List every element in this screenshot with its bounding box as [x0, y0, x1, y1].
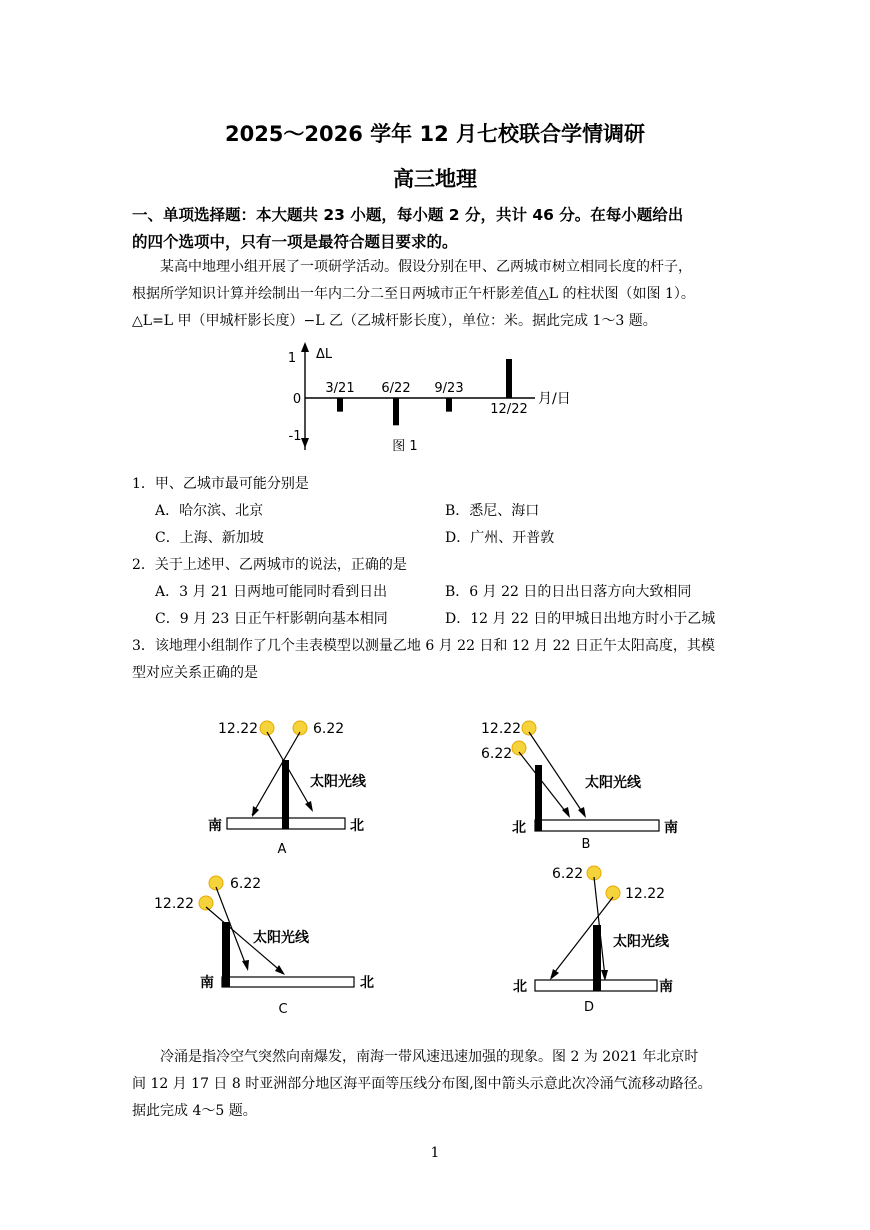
ray-arrow-icon: [578, 807, 586, 818]
model-b-ray-label: 太阳光线: [585, 775, 641, 791]
model-b-ray-6-22: [519, 752, 569, 816]
model-a-sun-left-label: 12.22: [218, 721, 259, 737]
section-heading-line1: 一、单项选择题：本大题共 23 小题，每小题 2 分，共计 46 分。在每小题给出: [132, 206, 684, 224]
model-c-ground-plate: [222, 977, 354, 987]
passage2-line2: 间 12 月 17 日 8 时亚洲部分地区海平面等压线分布图,图中箭头示意此次冷涌气流移动路径。: [132, 1076, 712, 1092]
model-d-letter: D: [583, 1000, 595, 1015]
model-a-left-direction: 南: [208, 818, 222, 834]
category-label: 12/22: [490, 402, 528, 417]
q2-option-b: B．6 月 22 日的日出日落方向大致相同: [445, 584, 692, 600]
q2-option-a: A．3 月 21 日两地可能同时看到日出: [155, 584, 388, 600]
model-a-letter: A: [277, 842, 287, 857]
model-b-sun-bottom-label: 6.22: [481, 746, 513, 762]
question-2-stem: 2．关于上述甲、乙两城市的说法，正确的是: [132, 557, 407, 573]
y-axis-label: ΔL: [316, 347, 333, 362]
ray-arrow-icon: [275, 965, 285, 975]
model-c-sun-bottom-label: 12.22: [154, 896, 195, 912]
model-b-left-direction: 北: [512, 820, 526, 836]
category-label: 6/22: [381, 381, 411, 396]
sun-icon: [199, 896, 213, 910]
tick-label-neg1: -1: [288, 429, 302, 444]
intro-line-1: 某高中地理小组开展了一项研学活动。假设分别在甲、乙两城市树立相同长度的杆子，: [160, 259, 692, 275]
bar-9-23: [446, 398, 452, 412]
model-b-sun-top-label: 12.22: [481, 721, 522, 737]
model-b-right-direction: 南: [664, 820, 678, 836]
passage2-line1: 冷涌是指冷空气突然向南爆发，南海一带风速迅速加强的现象。图 2 为 2021 年北京时: [160, 1049, 699, 1065]
model-b-diagram: [475, 710, 685, 860]
x-axis-label: 月/日: [538, 391, 571, 407]
section-heading-line2: 的四个选项中，只有一项是最符合题目要求的。: [132, 233, 458, 251]
model-d-ray-label: 太阳光线: [613, 934, 669, 950]
model-b-gnomon: [535, 765, 542, 831]
figure1-chart: [280, 340, 600, 460]
bar-3-21: [337, 398, 343, 412]
model-a-sun-right-label: 6.22: [313, 721, 345, 737]
tick-label-1: 1: [287, 351, 297, 366]
model-c-ray-6-22: [216, 887, 247, 968]
intro-line-2: 根据所学知识计算并绘制出一年内二分二至日两城市正午杆影差值△L 的柱状图（如图 1）。: [132, 286, 695, 302]
model-a-right-direction: 北: [350, 818, 364, 834]
model-d-sun-left-label: 6.22: [552, 866, 584, 882]
figure1-caption: 图 1: [392, 439, 418, 454]
ray-arrow-icon: [305, 801, 313, 812]
model-d-gnomon: [593, 925, 601, 991]
q1-option-a: A．哈尔滨、北京: [155, 503, 264, 519]
passage2-line3: 据此完成 4～5 题。: [132, 1103, 257, 1119]
model-b-ground-plate: [535, 820, 659, 831]
category-label: 9/23: [434, 381, 464, 396]
question-1-stem: 1．甲、乙城市最可能分别是: [132, 476, 309, 492]
tick-label-0: 0: [292, 392, 302, 407]
model-c-sun-top-label: 6.22: [230, 876, 262, 892]
ray-arrow-icon: [550, 969, 559, 980]
model-d-right-direction: 南: [659, 979, 673, 995]
bar-6-22: [393, 398, 399, 425]
model-b-letter: B: [581, 837, 591, 852]
model-c-letter: C: [278, 1002, 288, 1017]
model-a-ray-label: 太阳光线: [310, 774, 366, 790]
bar-12-22: [506, 359, 512, 398]
model-c-ray-label: 太阳光线: [253, 930, 309, 946]
model-c-diagram: [150, 865, 390, 1020]
ray-arrow-icon: [601, 970, 608, 981]
model-c-left-direction: 南: [200, 975, 214, 991]
ray-arrow-icon: [242, 960, 249, 971]
model-d-diagram: [505, 855, 705, 1015]
model-a-ray-6-22: [252, 732, 300, 815]
q1-option-b: B．悉尼、海口: [445, 503, 540, 519]
model-a-gnomon: [282, 760, 289, 829]
model-d-left-direction: 北: [513, 979, 527, 995]
model-c-right-direction: 北: [360, 975, 374, 991]
category-label: 3/21: [325, 381, 355, 396]
model-d-sun-right-label: 12.22: [625, 886, 666, 902]
intro-line-3: △L=L 甲（甲城杆影长度）−L 乙（乙城杆影长度），单位：米。据此完成 1～3 题。: [132, 313, 657, 329]
page-subtitle: 高三地理: [393, 167, 477, 191]
model-c-gnomon: [222, 922, 230, 987]
model-a-diagram: [200, 710, 400, 860]
page-number: 1: [430, 1145, 440, 1161]
q1-option-c: C．上海、新加坡: [155, 530, 264, 546]
y-axis-arrow-down: [301, 438, 309, 448]
q1-option-d: D．广州、开普敦: [445, 530, 555, 546]
q2-option-d: D．12 月 22 日的甲城日出地方时小于乙城: [445, 611, 716, 627]
y-axis-arrow: [301, 342, 309, 352]
question-3-stem-line2: 型对应关系正确的是: [132, 665, 258, 681]
q2-option-c: C．9 月 23 日正午杆影朝向基本相同: [155, 611, 388, 627]
question-3-stem-line1: 3．该地理小组制作了几个圭表模型以测量乙地 6 月 22 日和 12 月 22 日正午太阳高度，其模: [132, 638, 715, 654]
page-title: 2025～2026 学年 12 月七校联合学情调研: [224, 122, 646, 146]
model-a-ray-12-22: [267, 732, 312, 810]
ray-arrow-icon: [252, 806, 259, 817]
